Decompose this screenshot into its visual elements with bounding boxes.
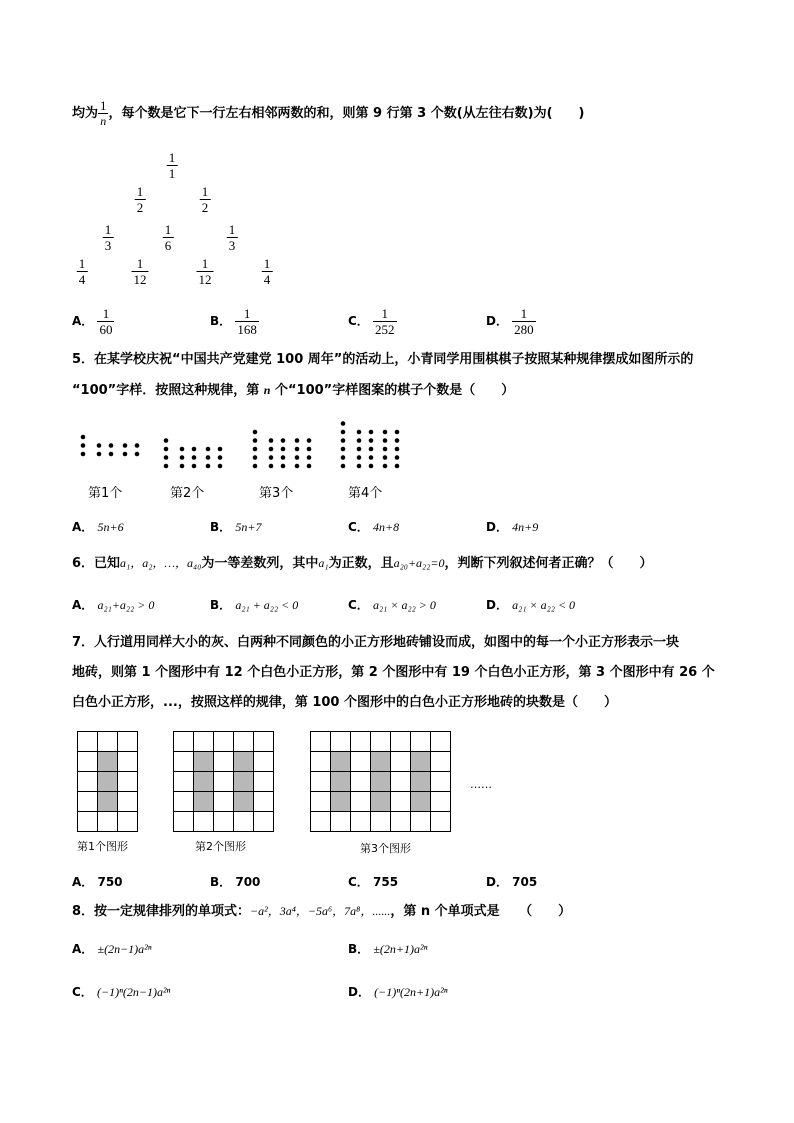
q5-caption-2: 第2个 [170, 486, 205, 501]
go-stone [395, 455, 400, 460]
tile-figure-3 [310, 731, 451, 832]
q8-option-b[interactable]: B． ±(2n+1)a²ⁿ [348, 942, 428, 956]
go-stone [269, 455, 274, 460]
q8-option-d[interactable]: D． (−1)ⁿ(2n+1)a²ⁿ [348, 985, 448, 999]
go-stone [383, 447, 388, 452]
go-stone [395, 430, 400, 435]
go-stone [253, 430, 258, 435]
go-stone [97, 443, 102, 448]
go-stone [164, 455, 169, 460]
go-stone [253, 464, 258, 469]
go-stone [253, 447, 258, 452]
q7-caption-2: 第2个图形 [195, 840, 246, 853]
go-stone [295, 447, 300, 452]
q7-option-d[interactable]: D． 705 [486, 875, 538, 889]
q7-option-c[interactable]: C． 755 [348, 875, 399, 889]
go-stone [295, 464, 300, 469]
triangle-cell: $\frac{1}{1}$ [168, 150, 176, 181]
go-stone [269, 438, 274, 443]
q5-option-b[interactable]: B． 5n+7 [210, 520, 262, 534]
q5-caption-3: 第3个 [259, 486, 294, 501]
q4-stem [72, 98, 584, 129]
go-stone [383, 438, 388, 443]
go-stone [369, 447, 374, 452]
q7-stem-line2: 地砖，则第 1 个图形中有 12 个白色小正方形，第 2 个图形中有 19 个白色小正方形，第 3 个图形中有 26 个 [72, 665, 715, 680]
go-stone [341, 430, 346, 435]
q6-option-d[interactable]: D． a₂₁ × a₂₂ < 0 [486, 598, 576, 612]
triangle-cell: $\frac{1}{4}$ [263, 256, 271, 287]
q5-stem-line1: 5．在某学校庆祝“中国共产党建党 100 周年”的活动上，小青同学用围棋棋子按照某种规律摆成如图所示的 [72, 352, 694, 367]
q8-option-a[interactable]: A． ±(2n−1)a²ⁿ [72, 942, 152, 956]
go-stone [357, 430, 362, 435]
triangle-cell: $\frac{1}{12}$ [133, 256, 147, 287]
go-stone [123, 443, 128, 448]
go-stone [269, 447, 274, 452]
go-stone [109, 452, 114, 457]
go-stone [123, 452, 128, 457]
q8-stem: 8．按一定规律排列的单项式：−a²，3a⁴，−5a⁶，7a⁸，......，第 n 个单项式是 （ ） [72, 904, 572, 919]
go-stone [218, 464, 223, 469]
go-stone [341, 455, 346, 460]
triangle-cell: $\frac{1}{3}$ [228, 222, 236, 253]
q7-stem-line1: 7．人行道用同样大小的灰、白两种不同颜色的小正方形地砖铺设而成，如图中的每一个小正方形表示一块 [72, 635, 680, 650]
go-stone [307, 455, 312, 460]
go-stone [192, 447, 197, 452]
go-stone [281, 447, 286, 452]
go-stone [295, 455, 300, 460]
tile-figure-1 [77, 731, 138, 832]
go-stone [307, 438, 312, 443]
q5-caption-4: 第4个 [348, 486, 383, 501]
go-stone [341, 447, 346, 452]
q6-stem: 6．已知a₁，a₂，…，a₄₀为一等差数列，其中a₁为正数，且a₂₀+a₂₂=0，判断下列叙述何者正确？（ ） [72, 556, 653, 571]
go-stone [383, 464, 388, 469]
go-stone [369, 455, 374, 460]
go-stone [341, 464, 346, 469]
go-stone [383, 430, 388, 435]
q7-caption-1: 第1个图形 [77, 840, 128, 853]
q6-option-b[interactable]: B． a₂₁ + a₂₂ < 0 [210, 598, 299, 612]
go-stone [81, 435, 86, 440]
tile-ellipsis: …… [470, 778, 492, 791]
go-stone [97, 452, 102, 457]
go-stone [135, 452, 140, 457]
q4-stem-fraction: $\frac{1}{n}$ [100, 98, 107, 128]
q4-stem-pre: 均为 [72, 106, 99, 121]
triangle-cell: $\frac{1}{2}$ [201, 184, 209, 215]
go-stone [206, 447, 211, 452]
q7-caption-3: 第3个图形 [360, 842, 411, 855]
go-stone [135, 443, 140, 448]
go-stone [269, 464, 274, 469]
go-stone [218, 455, 223, 460]
go-stone [341, 421, 346, 426]
go-stone [307, 447, 312, 452]
q4-option-d[interactable]: D． $\frac{1}{280}$ [486, 306, 534, 337]
q8-option-c[interactable]: C． (−1)ⁿ(2n−1)a²ⁿ [72, 985, 171, 999]
q4-option-c[interactable]: C． $\frac{1}{252}$ [348, 306, 395, 337]
go-stone [192, 455, 197, 460]
go-stone [395, 447, 400, 452]
go-stone [164, 447, 169, 452]
triangle-cell: $\frac{1}{12}$ [198, 256, 212, 287]
go-stone [357, 447, 362, 452]
go-stone [369, 438, 374, 443]
triangle-cell: $\frac{1}{2}$ [136, 184, 144, 215]
q5-option-c[interactable]: C． 4n+8 [348, 520, 400, 534]
go-stone [281, 464, 286, 469]
go-stone [180, 455, 185, 460]
go-stone [218, 447, 223, 452]
q5-option-a[interactable]: A． 5n+6 [72, 520, 124, 534]
go-stone [369, 430, 374, 435]
go-stone [281, 455, 286, 460]
go-stone [253, 455, 258, 460]
q5-option-d[interactable]: D． 4n+9 [486, 520, 539, 534]
q4-option-a[interactable]: A． $\frac{1}{60}$ [72, 306, 113, 337]
go-stone [81, 452, 86, 457]
go-stone-100-patterns [70, 410, 410, 480]
go-stone [395, 464, 400, 469]
go-stone [192, 464, 197, 469]
go-stone [164, 438, 169, 443]
go-stone [383, 455, 388, 460]
go-stone [180, 447, 185, 452]
go-stone [341, 438, 346, 443]
go-stone [164, 464, 169, 469]
tile-figure-2 [173, 731, 274, 832]
go-stone [281, 438, 286, 443]
triangle-cell: $\frac{1}{6}$ [164, 222, 172, 253]
go-stone [180, 464, 185, 469]
go-stone [253, 438, 258, 443]
q6-option-a[interactable]: A． a₂₁+a₂₂ > 0 [72, 598, 155, 612]
go-stone [357, 438, 362, 443]
q6-option-c[interactable]: C． a₂₁ × a₂₂ > 0 [348, 598, 436, 612]
triangle-cell: $\frac{1}{4}$ [78, 256, 86, 287]
go-stone [357, 455, 362, 460]
go-stone [206, 455, 211, 460]
q7-option-b[interactable]: B． 700 [210, 875, 261, 889]
q7-option-a[interactable]: A． 750 [72, 875, 123, 889]
go-stone [357, 464, 362, 469]
q4-option-b[interactable]: B． $\frac{1}{168}$ [210, 306, 257, 337]
q5-stem-line2: “100”字样．按照这种规律，第 n 个“100”字样图案的棋子个数是（ ） [72, 383, 515, 398]
q4-stem-post: ，每个数是它下一行左右相邻两数的和，则第 9 行第 3 个数(从左往右数)为( ) [108, 106, 585, 121]
go-stone [206, 464, 211, 469]
triangle-cell: $\frac{1}{3}$ [104, 222, 112, 253]
go-stone [295, 438, 300, 443]
go-stone [81, 443, 86, 448]
go-stone [369, 464, 374, 469]
q5-caption-1: 第1个 [88, 486, 123, 501]
q7-stem-line3: 白色小正方形，...，按照这样的规律，第 100 个图形中的白色小正方形地砖的块数是（ ） [72, 695, 618, 710]
go-stone [109, 443, 114, 448]
go-stone [395, 438, 400, 443]
go-stone [307, 464, 312, 469]
